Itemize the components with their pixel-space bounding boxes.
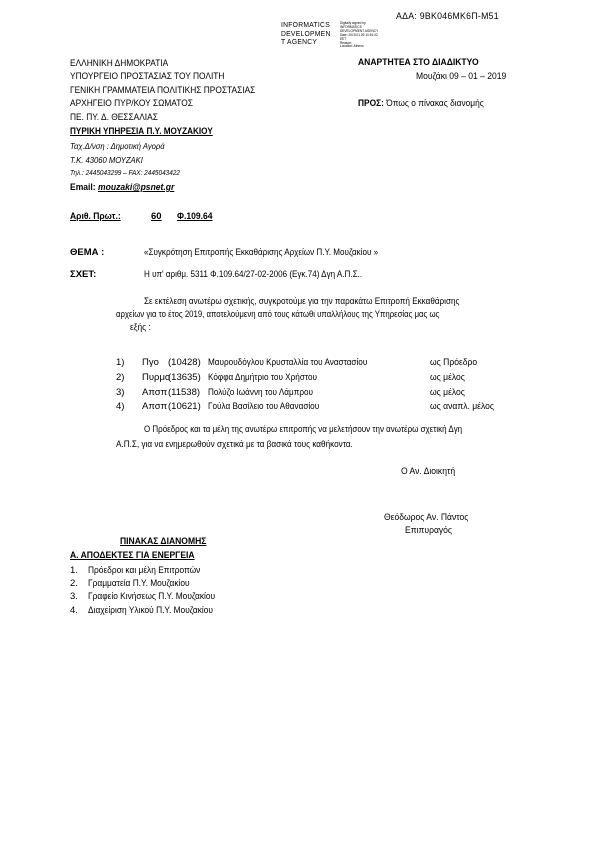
reference-value: Η υπ' αριθμ. 5311 Φ.109.64/27-02-2006 (Εγκ.74) Δγη Α.Π.Σ..	[144, 269, 363, 280]
distribution-text: Γραφείο Κινήσεως Π.Υ. Μουζακίου	[88, 591, 216, 602]
member-code: (11538)	[168, 387, 201, 398]
distribution-text: Διαχείριση Υλικού Π.Υ. Μουζακίου	[88, 605, 214, 616]
member-role: ως Πρόεδρο	[430, 357, 478, 368]
member-role: ως μέλος	[430, 372, 465, 383]
signatory-role: Ο Αν. Διοικητή	[401, 466, 456, 477]
ada-code: ΑΔΑ: 9ΒΚ046ΜΚ6Π-Μ51	[396, 11, 499, 22]
member-number: 3)	[116, 387, 125, 398]
distribution-section: Α. ΑΠΟΔΕΚΤΕΣ ΓΙΑ ΕΝΕΡΓΕΙΑ	[70, 550, 195, 561]
stamp-label-line: T AGENCY	[281, 37, 318, 47]
stamp-label-line: DEVELOPMEN	[281, 28, 331, 38]
body-line: αρχείων για το έτος 2019, αποτελούμενη από τους κάτωθι υπαλλήλους της Υπηρεσίας μας ως	[116, 309, 440, 320]
signatory-rank: Επιπυραγός	[405, 525, 453, 536]
closing-line: Ο Πρόεδρος και τα μέλη της ανωτέρω επιτροπής να μελετήσουν την ανωτέρω σχετική Δγη	[144, 424, 463, 435]
member-code: (10428)	[168, 357, 201, 368]
member-number: 4)	[116, 401, 125, 412]
member-rank: Απσπ	[142, 401, 168, 412]
sender-postal-code: Τ.Κ. 43060 ΜΟΥΖΑΚΙ	[70, 155, 143, 165]
subject-label: ΘΕΜΑ :	[70, 247, 105, 258]
sender-block	[70, 57, 255, 124]
signatory-name: Θεόδωρος Αν. Πάντος	[384, 512, 469, 523]
sender-line: ΕΛΛΗΝΙΚΗ ΔΗΜΟΚΡΑΤΙΑ	[70, 58, 169, 69]
member-rank: Απσπ	[142, 387, 168, 398]
stamp-detail-line: Reason:	[340, 40, 352, 45]
sender-line: ΑΡΧΗΓΕΙΟ ΠΥΡ/ΚΟΥ ΣΩΜΑΤΟΣ	[70, 98, 193, 110]
email-link[interactable]: mouzaki@psnet.gr	[98, 182, 175, 193]
stamp-detail-line: INFORMATICS	[340, 24, 362, 29]
reference-label: ΣΧΕΤ:	[70, 269, 97, 280]
member-code: (13635)	[168, 372, 201, 383]
distribution-text: Πρόεδροι και μέλη Επιτροπών	[88, 565, 201, 576]
member-role: ως μέλος	[430, 387, 465, 398]
body-line: Σε εκτέλεση ανωτέρω σχετικής, συγκροτούμε για την παρακάτω Επιτροπή Εκκαθάρισης	[144, 296, 460, 307]
stamp-detail-line: Date: 2019.01.09 10:51:02	[340, 32, 378, 37]
closing-line: Α.Π.Σ, για να ενημερωθούν σχετικά με τα βασικά τους καθήκοντα.	[116, 439, 353, 450]
distribution-text: Γραμματεία Π.Υ. Μουζακίου	[88, 578, 190, 589]
member-rank: Πγο	[142, 357, 159, 368]
distribution-number: 4.	[70, 605, 78, 616]
member-rank: Πυρμο	[142, 372, 171, 383]
body-line: εξής :	[130, 322, 151, 333]
member-name: Κόφφα Δημήτριο του Χρήστου	[208, 372, 317, 383]
recipient	[358, 98, 484, 109]
sender-phone-fax: Τηλ.: 2445043299 – FAX: 2445043422	[70, 170, 180, 177]
signature-stamp-label	[281, 21, 331, 47]
sender-line: ΥΠΟΥΡΓΕΙΟ ΠΡΟΣΤΑΣΙΑΣ ΤΟΥ ΠΟΛΙΤΗ	[70, 71, 225, 83]
distribution-number: 2.	[70, 578, 78, 589]
distribution-number: 1.	[70, 565, 78, 576]
email-label: Email:	[70, 182, 99, 193]
member-role: ως αναπλ. μέλος	[430, 401, 495, 412]
protocol-number: 60	[151, 211, 162, 222]
member-name: Γούλα Βασίλειο του Αθανασίου	[208, 401, 320, 412]
stamp-label-line: INFORMATICS	[281, 20, 330, 29]
service-name: ΠΥΡΙΚΗ ΥΠΗΡΕΣΙΑ Π.Υ. ΜΟΥΖΑΚΙΟΥ	[70, 126, 213, 137]
sender-address: Ταχ.Δ/νση : Δημοτική Αγορά	[70, 141, 165, 151]
sender-line: ΓΕΝΙΚΗ ΓΡΑΜΜΑΤΕΙΑ ΠΟΛΙΤΙΚΗΣ ΠΡΟΣΤΑΣΙΑΣ	[70, 84, 256, 96]
recipient-label: ΠΡΟΣ:	[358, 98, 384, 109]
subject-value: «Συγκρότηση Επιτροπής Εκκαθάρισης Αρχείων Π.Υ. Μουζακίου »	[144, 247, 379, 258]
member-name: Μαυρουδόγλου Κρυσταλλία του Αναστασίου	[208, 357, 368, 368]
member-number: 1)	[116, 357, 125, 368]
place-date: Μουζάκι 09 – 01 – 2019	[416, 71, 507, 82]
member-name: Πολύζο Ιωάννη του Λάμπρου	[208, 387, 314, 398]
sender-line: ΠΕ. ΠΥ. Δ. ΘΕΣΣΑΛΙΑΣ	[70, 111, 158, 123]
member-number: 2)	[116, 372, 125, 383]
sender-email	[70, 182, 174, 193]
signature-stamp-details	[340, 22, 378, 49]
distribution-number: 3.	[70, 591, 78, 602]
protocol-label: Αριθ. Πρωτ.:	[70, 211, 121, 222]
stamp-detail-line: Digitally signed by	[340, 21, 366, 25]
distribution-title: ΠΙΝΑΚΑΣ ΔΙΑΝΟΜΗΣ	[120, 536, 207, 547]
stamp-detail-line: DEVELOPMENT AGENCY	[340, 28, 379, 33]
protocol-code: Φ.109.64	[177, 211, 213, 222]
stamp-detail-line: EET	[340, 36, 347, 41]
posted-online-note: ΑΝΑΡΤΗΤΕΑ ΣΤΟ ΔΙΑΔΙΚΤΥΟ	[358, 57, 479, 68]
recipient-value: Όπως ο πίνακας διανομής	[383, 98, 484, 109]
stamp-detail-line: Location: Athens	[340, 44, 364, 49]
member-code: (10621)	[168, 401, 201, 412]
